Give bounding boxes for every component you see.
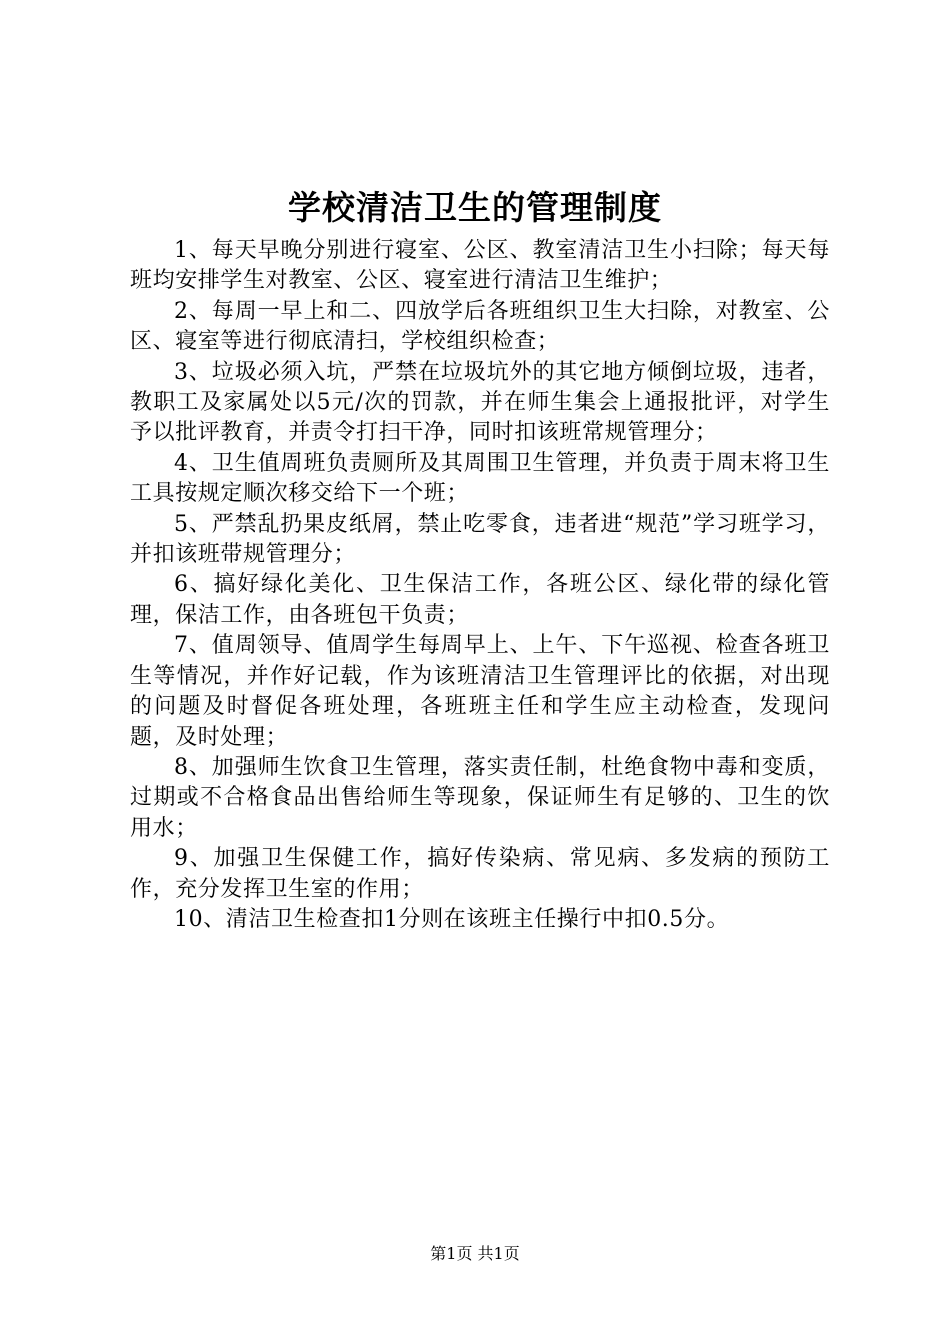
page-footer: 第1页 共1页 [430,1244,520,1263]
document-title: 学校清洁卫生的管理制度 [288,188,662,227]
rule-paragraph-6: 6、搞好绿化美化、卫生保洁工作，各班公区、绿化带的绿化管理，保洁工作，由各班包干负责； [130,572,830,628]
rule-paragraph-2: 2、每周一早上和二、四放学后各班组织卫生大扫除，对教室、公区、寝室等进行彻底清扫，学校组织检查； [130,298,830,355]
rule-paragraph-3: 3、垃圾必须入坑，严禁在垃圾坑外的其它地方倾倒垃圾，违者，教职工及家属处以5元/次的罚款，并在师生集会上通报批评，对学生予以批评教育，并责令打扫干净，同时扣该班常规管理分； [130,359,830,446]
rule-paragraph-5: 5、严禁乱扔果皮纸屑，禁止吃零食，违者进“规范”学习班学习，并扣该班带规管理分； [130,511,830,568]
rule-paragraph-9: 9、加强卫生保健工作，搞好传染病、常见病、多发病的预防工作，充分发挥卫生室的作用； [130,846,830,902]
document-body [130,236,830,935]
rule-paragraph-10: 10、清洁卫生检查扣1分则在该班主任操行中扣0.5分。 [174,906,730,932]
rule-paragraph-7: 7、值周领导、值周学生每周早上、上午、下午巡视、检查各班卫生等情况，并作好记载，作为该班清洁卫生管理评比的依据，对出现的问题及时督促各班处理，各班班主任和学生应主动检查，发现问题，及时处理； [130,633,830,750]
rule-paragraph-1: 1、每天早晚分别进行寝室、公区、教室清洁卫生小扫除；每天每班均安排学生对教室、公区、寝室进行清洁卫生维护； [130,238,830,294]
rule-paragraph-8: 8、加强师生饮食卫生管理，落实责任制，杜绝食物中毒和变质，过期或不合格食品出售给师生等现象，保证师生有足够的、卫生的饮用水； [130,754,830,841]
rule-paragraph-4: 4、卫生值周班负责厕所及其周围卫生管理，并负责于周末将卫生工具按规定顺次移交给下一个班； [130,450,830,507]
